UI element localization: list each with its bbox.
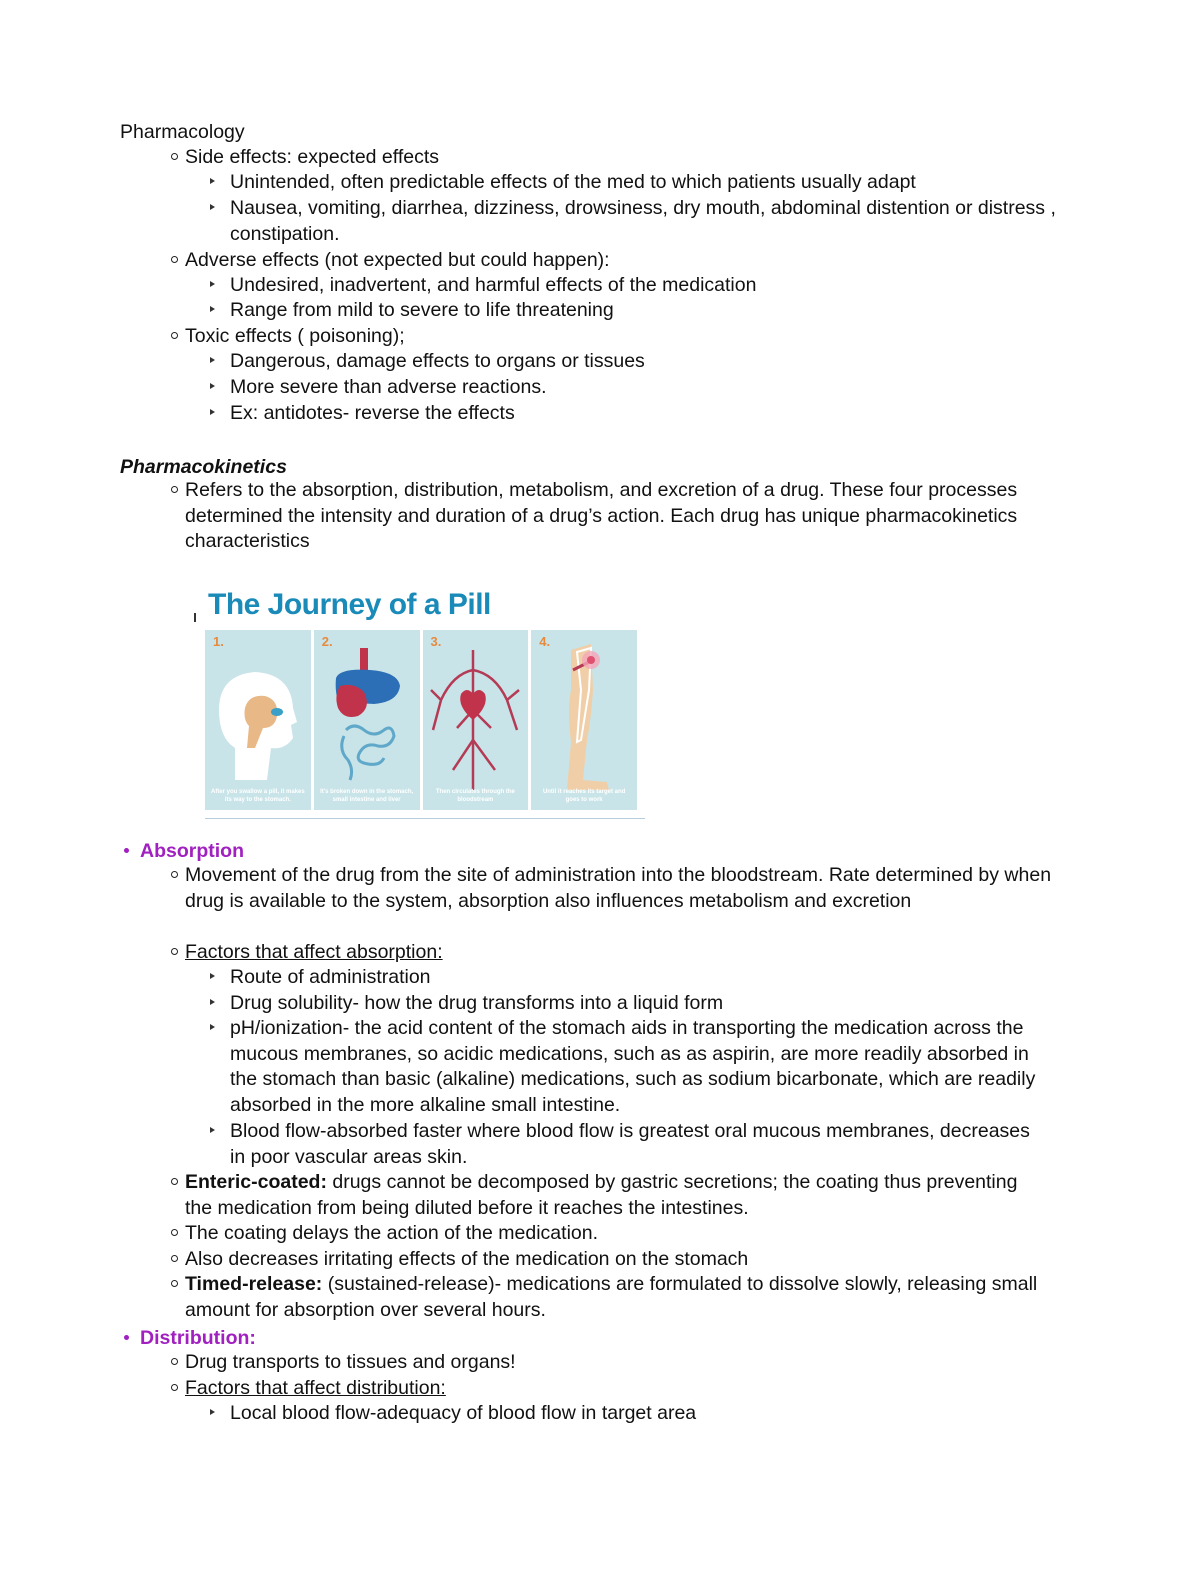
circle-bullet-icon xyxy=(171,1229,178,1236)
list-item: Undesired, inadvertent, and harmful effects of the medication xyxy=(230,273,756,299)
triangle-bullet-icon xyxy=(210,1409,215,1415)
panel-caption: After you swallow a pill, it makes its way to the stomach. xyxy=(211,789,305,803)
enteric-coated-item: Enteric-coated: drugs cannot be decomposed by gastric secretions; the coating thus preventing the medication from being diluted before it reaches the intestines. xyxy=(185,1170,1045,1221)
list-item: Range from mild to severe to life threatening xyxy=(230,298,614,324)
triangle-bullet-icon xyxy=(210,1127,215,1133)
triangle-bullet-icon xyxy=(210,306,215,312)
figure-panels xyxy=(205,630,637,810)
list-item: Route of administration xyxy=(230,965,431,991)
list-item: Local blood flow-adequacy of blood flow in target area xyxy=(230,1401,696,1427)
head-swallow-icon xyxy=(205,630,310,810)
triangle-bullet-icon xyxy=(210,281,215,287)
list-item: Ex: antidotes- reverse the effects xyxy=(230,401,515,427)
panel-number: 3. xyxy=(430,634,442,649)
pharmacokinetics-heading: Pharmacokinetics xyxy=(120,456,287,478)
triangle-bullet-icon xyxy=(210,1024,215,1030)
figure-panel-target xyxy=(531,630,637,810)
toxic-effects-heading: Toxic effects ( poisoning); xyxy=(185,324,405,350)
circle-bullet-icon xyxy=(171,256,178,263)
circle-bullet-icon xyxy=(171,1384,178,1391)
circle-bullet-icon xyxy=(171,1255,178,1262)
figure-title: The Journey of a Pill xyxy=(208,588,491,621)
list-item: More severe than adverse reactions. xyxy=(230,375,547,401)
triangle-bullet-icon xyxy=(210,383,215,389)
list-item: Nausea, vomiting, diarrhea, dizziness, drowsiness, dry mouth, abdominal distention or distress , constipation. xyxy=(230,196,1070,247)
distribution-factors-heading: Factors that affect distribution: xyxy=(185,1376,446,1402)
panel-number: 4. xyxy=(539,634,551,649)
stomach-liver-icon xyxy=(314,630,419,810)
panel-caption: Until it reaches its target and goes to work xyxy=(542,789,626,803)
absorption-heading: Absorption xyxy=(140,838,244,864)
circle-bullet-icon xyxy=(171,871,178,878)
circle-bullet-icon xyxy=(171,486,178,493)
irritating-item: Also decreases irritating effects of the medication on the stomach xyxy=(185,1247,748,1273)
panel-number: 1. xyxy=(213,634,224,649)
list-item: Drug solubility- how the drug transforms into a liquid form xyxy=(230,991,723,1017)
list-item: Blood flow-absorbed faster where blood flow is greatest oral mucous membranes, decreases in poor vascular areas skin. xyxy=(230,1119,1050,1170)
absorption-movement: Movement of the drug from the site of administration into the bloodstream. Rate determined by when drug is available to the system, absorption also influences metabolism and excretion xyxy=(185,863,1075,914)
pharmacokinetics-description: Refers to the absorption, distribution, metabolism, and excretion of a drug. These four processes determined the intensity and duration of a drug’s action. Each drug has unique pharmacokinetics characteristics xyxy=(185,478,1065,555)
list-item: Unintended, often predictable effects of the med to which patients usually adapt xyxy=(230,170,916,196)
figure-panel-digestion xyxy=(314,630,420,810)
decorative-tick xyxy=(194,613,196,622)
leg-target-icon xyxy=(531,630,636,810)
heart-vessels-icon xyxy=(423,630,528,810)
side-effects-heading: Side effects: expected effects xyxy=(185,145,439,171)
triangle-bullet-icon xyxy=(210,204,215,210)
adverse-effects-heading: Adverse effects (not expected but could happen): xyxy=(185,248,610,274)
panel-caption: Then circulates through the bloodstream xyxy=(435,789,515,803)
circle-bullet-icon xyxy=(171,1178,178,1185)
circle-bullet-icon xyxy=(171,1358,178,1365)
figure-panel-bloodstream xyxy=(423,630,529,810)
timed-release-item: Timed-release: (sustained-release)- medications are formulated to dissolve slowly, releasing small amount for absorption over several hours. xyxy=(185,1272,1085,1323)
distribution-heading: Distribution: xyxy=(140,1325,256,1351)
list-item: Dangerous, damage effects to organs or tissues xyxy=(230,349,645,375)
absorption-factors-heading: Factors that affect absorption: xyxy=(185,940,443,966)
circle-bullet-icon xyxy=(171,1280,178,1287)
circle-bullet-icon xyxy=(171,332,178,339)
triangle-bullet-icon xyxy=(210,409,215,415)
figure-panel-swallow xyxy=(205,630,311,810)
panel-caption: It's broken down in the stomach, small intestine and liver xyxy=(320,789,414,803)
list-item: pH/ionization- the acid content of the stomach aids in transporting the medication across the mucous membranes, so acidic medications, such as as aspirin, are more readily absorbed in the stomach than basic (alkaline) medications, such as sodium bicarbonate, which are readily absorbed in the more alkaline small intestine. xyxy=(230,1016,1050,1118)
figure-divider xyxy=(205,818,645,819)
document-title: Pharmacology xyxy=(120,121,245,143)
coating-delay-item: The coating delays the action of the medication. xyxy=(185,1221,598,1247)
circle-bullet-icon xyxy=(171,153,178,160)
distribution-transport: Drug transports to tissues and organs! xyxy=(185,1350,516,1376)
journey-of-a-pill-figure xyxy=(205,588,645,823)
triangle-bullet-icon xyxy=(210,357,215,363)
triangle-bullet-icon xyxy=(210,178,215,184)
bullet-dot-icon xyxy=(124,848,129,853)
triangle-bullet-icon xyxy=(210,973,215,979)
circle-bullet-icon xyxy=(171,948,178,955)
panel-number: 2. xyxy=(321,634,333,649)
bullet-dot-icon xyxy=(124,1335,129,1340)
triangle-bullet-icon xyxy=(210,999,215,1005)
